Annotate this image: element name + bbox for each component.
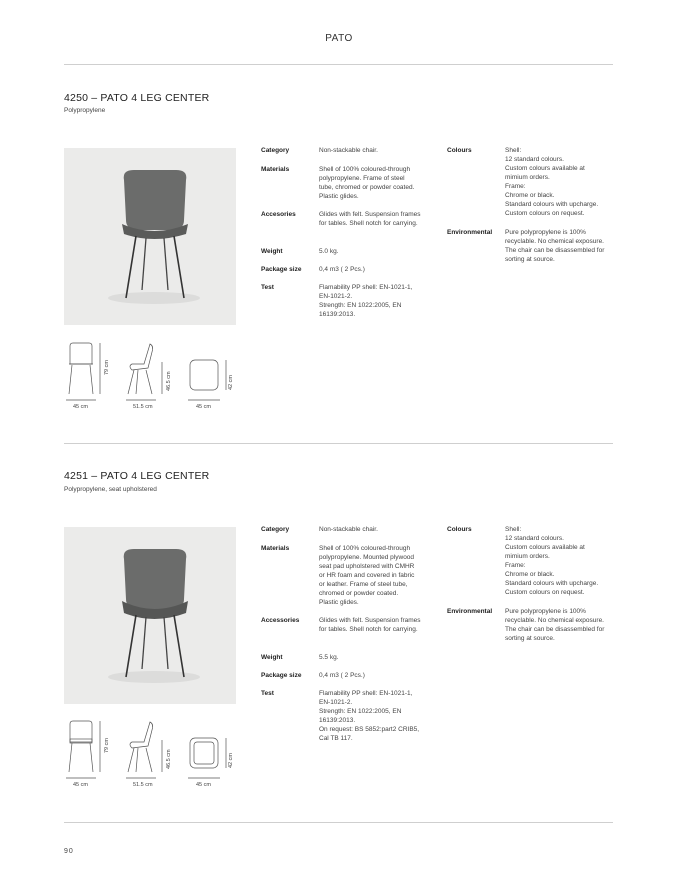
dim-top-width: 45 cm [196, 782, 211, 788]
spec-label-test: Test [261, 284, 274, 291]
dim-top-depth: 42 cm [228, 753, 234, 768]
product-subtitle: Polypropylene, seat upholstered [64, 486, 157, 493]
spec-label-environmental: Environmental [447, 229, 493, 236]
dim-front-width: 45 cm [73, 782, 88, 788]
header-title: PATO [325, 33, 353, 44]
spec-label-package-size: Package size [261, 672, 302, 679]
footer-divider [64, 822, 613, 823]
technical-drawings [62, 718, 252, 784]
dim-top-depth: 42 cm [228, 375, 234, 390]
dim-side-height: 46.5 cm [166, 749, 172, 769]
dim-front-height: 79 cm [104, 360, 110, 375]
chair-image [64, 527, 236, 704]
header-divider [64, 64, 613, 65]
page-number: 90 [64, 848, 74, 855]
spec-value-accessories: Glides with felt. Suspension frames for tables. Shell notch for carrying. [319, 211, 421, 227]
spec-value-accessories: Glides with felt. Suspension frames for tables. Shell notch for carrying. [319, 617, 421, 633]
spec-label-accessories: Accesories [261, 211, 296, 218]
spec-label-accessories: Accessories [261, 617, 300, 624]
section-divider [64, 443, 613, 444]
spec-value-environmental: Pure polypropylene is 100% recyclable. No chemical exposure. The chair can be disassembled for sorting at source. [505, 608, 605, 642]
chair-image [64, 148, 236, 325]
spec-value-package-size: 0,4 m3 ( 2 Pcs.) [319, 672, 365, 679]
spec-label-weight: Weight [261, 654, 283, 661]
spec-label-colours: Colours [447, 147, 472, 154]
spec-value-weight: 5.0 kg. [319, 248, 339, 255]
product-subtitle: Polypropylene [64, 107, 106, 114]
spec-value-materials: Shell of 100% coloured-through polypropylene. Frame of steel tube, chromed or powder coated. Plastic glides. [319, 166, 415, 200]
spec-label-materials: Materials [261, 545, 290, 552]
spec-value-colours: Shell: 12 standard colours. Custom colours available at mimium orders. Frame: Chrome or black. Standard colours with upcharge. Custom colours on request. [505, 526, 599, 596]
spec-label-materials: Materials [261, 166, 290, 173]
dim-top-width: 45 cm [196, 404, 211, 410]
spec-label-environmental: Environmental [447, 608, 493, 615]
dim-side-height: 46.5 cm [166, 371, 172, 391]
spec-value-category: Non-stackable chair. [319, 526, 378, 533]
spec-value-test: Flamability PP shell: EN-1021-1, EN-1021-2. Strength: EN 1022:2005, EN 16139:2013. On request: BS 5852:part2 CRIB5, Cal TB 117. [319, 690, 420, 742]
spec-label-weight: Weight [261, 248, 283, 255]
spec-value-weight: 5.5 kg. [319, 654, 339, 661]
spec-label-category: Category [261, 526, 290, 533]
dim-side-depth: 51.5 cm [133, 404, 153, 410]
spec-value-package-size: 0,4 m3 ( 2 Pcs.) [319, 266, 365, 273]
spec-value-materials: Shell of 100% coloured-through polypropylene. Mounted plywood seat pad upholstered with CMHR or HR foam and covered in fabric or leather. Frame of steel tube, chromed or powder coated. Plastic glides. [319, 545, 415, 606]
spec-value-colours: Shell: 12 standard colours. Custom colours available at mimium orders. Frame: Chrome or black. Standard colours with upcharge. Custom colours on request. [505, 147, 599, 217]
technical-drawings [62, 340, 252, 406]
spec-label-package-size: Package size [261, 266, 302, 273]
spec-label-category: Category [261, 147, 290, 154]
product-title: 4250 – PATO 4 LEG CENTER [64, 92, 210, 104]
spec-value-category: Non-stackable chair. [319, 147, 378, 154]
dim-side-depth: 51.5 cm [133, 782, 153, 788]
dim-front-height: 79 cm [104, 738, 110, 753]
spec-label-colours: Colours [447, 526, 472, 533]
spec-value-environmental: Pure polypropylene is 100% recyclable. No chemical exposure. The chair can be disassembled for sorting at source. [505, 229, 605, 263]
dim-front-width: 45 cm [73, 404, 88, 410]
chair-photo [64, 148, 236, 325]
chair-photo [64, 527, 236, 704]
product-title: 4251 – PATO 4 LEG CENTER [64, 470, 210, 482]
spec-label-test: Test [261, 690, 274, 697]
spec-value-test: Flamability PP shell: EN-1021-1, EN-1021-2. Strength: EN 1022:2005, EN 16139:2013. [319, 284, 413, 318]
